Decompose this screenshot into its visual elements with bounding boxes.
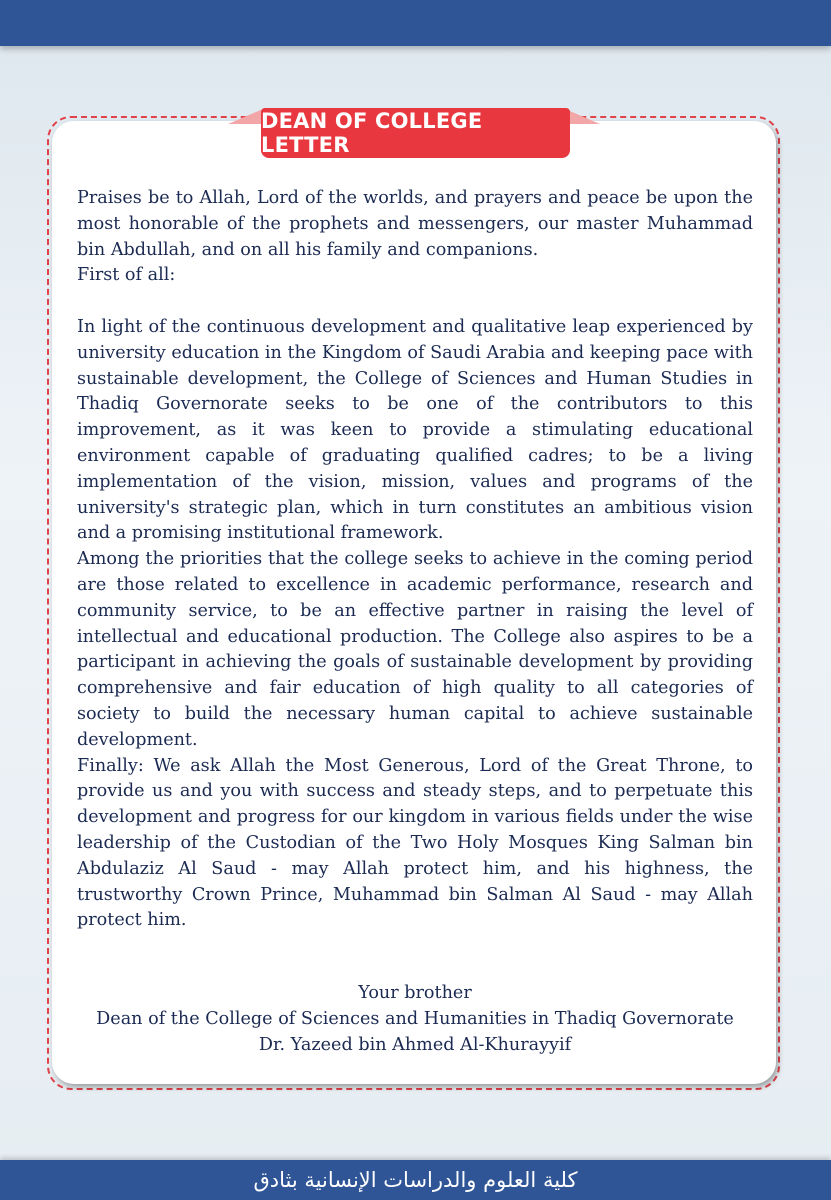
paragraph-opening: Praises be to Allah, Lord of the worlds, and prayers and peace be upon the most honorable of the prophets and messengers, our master Muhammad bin Abdullah, and on all his family and companions. xyxy=(77,188,753,260)
footer-college-name: كلية العلوم والدراسات الإنسانية بثادق xyxy=(253,1168,578,1192)
bottom-footer-bar xyxy=(0,1160,831,1200)
paragraph-spacer xyxy=(77,289,753,315)
paragraph-development: In light of the continuous development and qualitative leap experienced by university education in the Kingdom of Saudi Arabia and keeping pace with sustainable development, the College of Sciences and Human Studies in Thadiq Governorate seeks to be one of the contributors to this improvement, as it was keen to provide a stimulating educational environment capable of graduating qualified cadres; to be a living implementation of the vision, mission, values and programs of the university's strategic plan, which in turn constitutes an ambitious vision and a promising institutional framework. xyxy=(77,316,753,544)
signature-position: Dean of the College of Sciences and Humanities in Thadiq Governorate xyxy=(96,1008,734,1029)
paragraph-priorities: Among the priorities that the college seeks to achieve in the coming period are those related to excellence in academic performance, research and community service, to be an effective partner in raising the level of intellectual and educational production. The College also aspires to be a participant in achieving the goals of sustainable development by providing comprehensive and fair education of high quality to all categories of society to build the necessary human capital to achieve sustainable development. xyxy=(77,549,753,750)
signature-block xyxy=(77,981,753,1058)
letter-body xyxy=(77,186,753,934)
paragraph-first-of-all: First of all: xyxy=(77,265,176,286)
paragraph-closing-prayer: Finally: We ask Allah the Most Generous, Lord of the Great Throne, to provide us and you with success and steady steps, and to perpetuate this development and progress for our kingdom in various fields under the wise leadership of the Custodian of the Two Holy Mosques King Salman bin Abdulaziz Al Saud - may Allah protect him, and his highness, the trustworthy Crown Prince, Muhammad bin Salman Al Saud - may Allah protect him. xyxy=(77,755,753,931)
letter-title: DEAN OF COLLEGE LETTER xyxy=(261,109,483,157)
top-header-bar xyxy=(0,0,831,46)
signature-name: Dr. Yazeed bin Ahmed Al-Khurayyif xyxy=(258,1034,572,1055)
title-tab xyxy=(261,108,570,158)
signature-closing: Your brother xyxy=(358,983,472,1003)
